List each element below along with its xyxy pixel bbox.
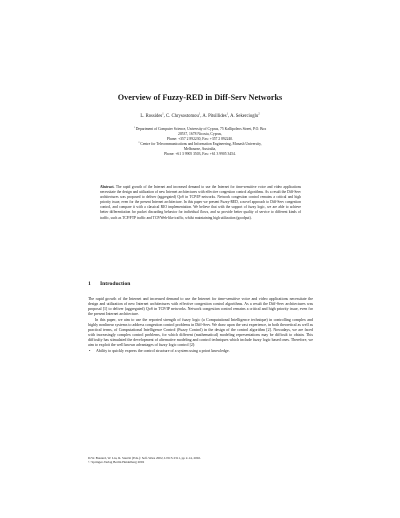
- section-number: 1: [88, 281, 91, 287]
- bullet-icon: •: [89, 347, 91, 353]
- abstract: [100, 185, 301, 221]
- citation-line: D.W. Bustard, W. Liu, R. Sterritt (Eds.): Soft-Ware 2002, LNCS 2311, pp 2-14, 2002.: [88, 456, 201, 460]
- author-list: L. Rossides$^1$, C. Chrysostomou$^1$, A. Pitsillides$^1$, A. Sekercioglu$^2$: [140, 111, 260, 119]
- author: L. Rossides$^1$: [140, 111, 164, 119]
- affiliations: [104, 127, 296, 157]
- affiliation-1: $^1$ Department of Computer Science, University of Cyprus, 75 Kallipoleos Street, P.O. Box 20537, 1678 Nicosia, Cyprus, Phone: +357 2 892230, Fax: +357 2 892240.: [133, 126, 267, 142]
- abstract-label: Abstract.: [100, 185, 115, 189]
- section-heading: [88, 281, 130, 287]
- author: C. Chrysostomou$^1$: [166, 111, 201, 119]
- section-body: [88, 296, 313, 353]
- author: A. Pitsillides$^1$: [202, 111, 228, 119]
- paragraph: The rapid growth of the Internet and increased demand to use the Internet for time-sensitive voice and video applications necessitate the design and utilization of new Internet architectures with effective congestion control algorithms. As a result the Diff-Serv architectures was proposal [1] to deliver (aggregated) QoS in TCP/IP networks. Network congestion control remains a critical and high priority issue, even for the present Internet architecture.: [88, 296, 313, 317]
- paper-title: Overview of Fuzzy-RED in Diff-Serv Networks: [117, 93, 283, 102]
- page-footer: [88, 456, 313, 464]
- paragraph: In this paper, we aim to use the reported strength of fuzzy logic (a Computational Intelligence technique) in controlling complex and highly nonlinear systems to address congestion control problems in Diff-Serv. We draw upon the vast experience, in both theoretical as well as practical terms, of Computational Intelligence Control (Fuzzy Control) in the design of the control algorithm [2]. Nowadays, we are faced with increasingly complex control problems, for which different (mathematical) modeling representations may be difficult to obtain. This difficulty has stimulated the development of alternative modeling and control techniques which include fuzzy logic based ones. Therefore, we aim to exploit the well known advantages of fuzzy logic control [2]:: [88, 316, 313, 348]
- copyright-line: © Springer-Verlag Berlin Heidelberg 2002: [88, 460, 145, 465]
- affiliation-2: $^2$ Centre for Telecommunications and Information Engineering, Monash University, Melbourne, Australia, Phone: +61 3 9905 3503, Fax: +61 3 9905 3454.: [138, 141, 262, 157]
- list-item: • Ability to quickly express the control structure of a system using a priori knowledge.: [89, 347, 230, 353]
- abstract-text: The rapid growth of the Internet and increased demand to use the Internet for time-sensitive voice and video applications necessitate the design and utilization of new Internet architectures with effective congestion control algorithms. As a result the Diff-Serv architectures was proposed to deliver (aggregated) QoS in TCP/IP networks. Network congestion control remains a critical and high priority issue, even for the present Internet architecture. In this paper we present Fuzzy-RED, a novel approach to Diff-Serv congestion control, and compare it with a classical RIO implementation. We believe that with the support of fuzzy logic, we are able to achieve better differentiation for packet discarding behavior for individual flows, and so provide better quality of service to different kinds of traffic, such as TCP/FTP traffic and TCP/Web-like traffic, whilst maintaining high utilization (goodput).: [100, 185, 301, 220]
- section-title: Introduction: [100, 281, 131, 287]
- author: A. Sekercioglu$^2$: [230, 111, 260, 119]
